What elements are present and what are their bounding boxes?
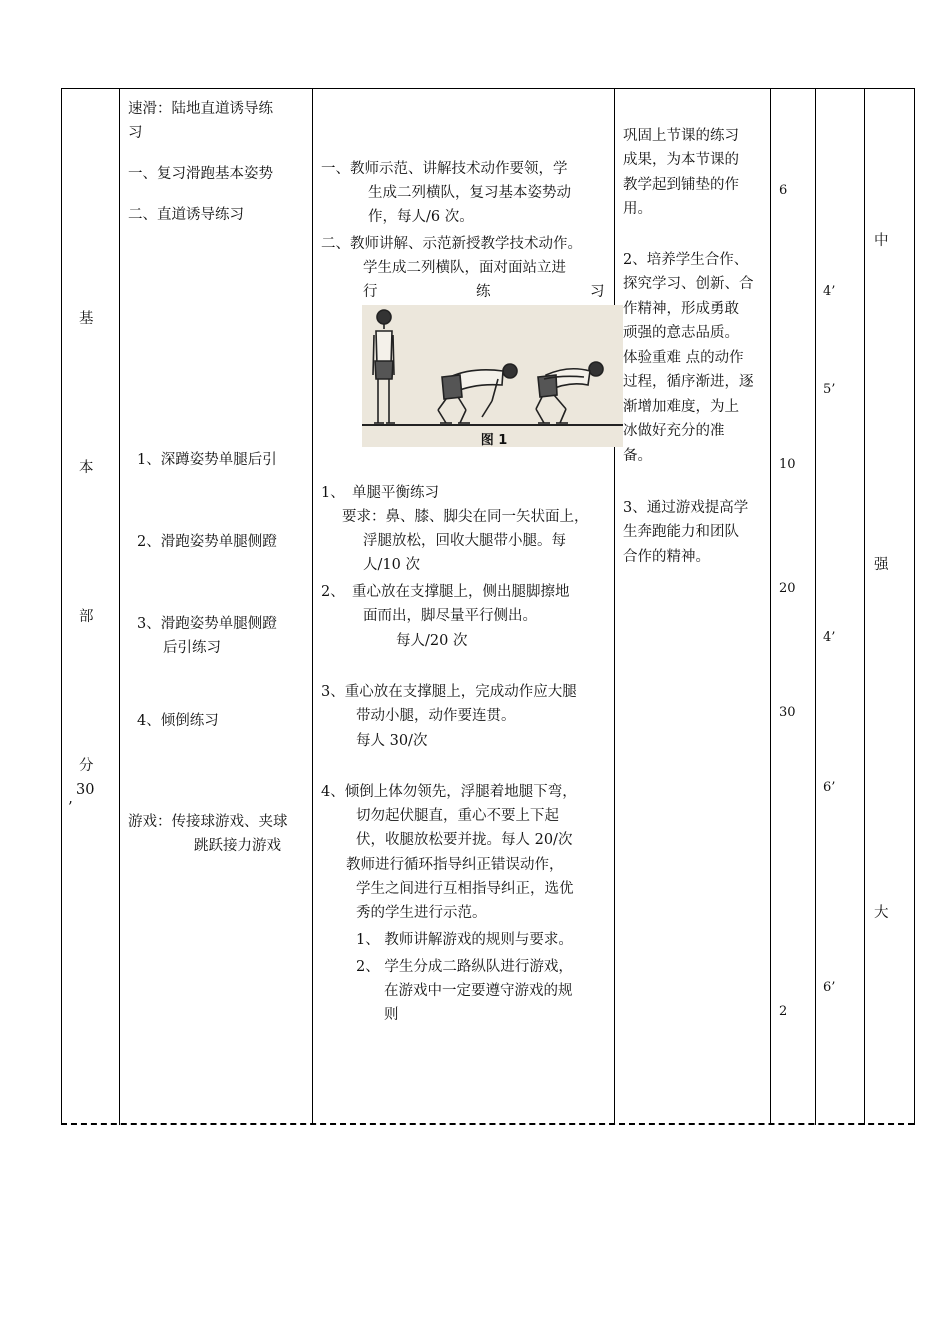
- count-value: 10: [779, 457, 796, 472]
- method-text: 要求：鼻、膝、脚尖在同一矢状面上，: [342, 509, 589, 525]
- method-text: 二、教师讲解、示范新授教学技术动作。: [321, 236, 582, 252]
- content-subitem: 4、倾倒练习: [137, 713, 219, 729]
- method-text: 在游戏中一定要遵守游戏的规: [384, 983, 573, 999]
- section-duration-mark: ’: [68, 800, 73, 816]
- method-text: 学生之间进行互相指导纠正，选优: [356, 881, 574, 897]
- method-text: 则: [384, 1007, 399, 1023]
- column-divider: [770, 89, 771, 1125]
- content-game: 跳跃接力游戏: [194, 838, 281, 854]
- method-text: 1、 教师讲解游戏的规则与要求。: [356, 932, 573, 948]
- column-divider: [119, 89, 120, 1125]
- content-subitem: 2、滑跑姿势单腿侧蹬: [137, 534, 277, 550]
- goal-text: 冰做好充分的准: [623, 423, 725, 439]
- count-value: 6: [779, 183, 788, 198]
- intensity-char: 大: [874, 905, 889, 921]
- section-char: 部: [79, 609, 94, 625]
- method-text: 练: [476, 284, 491, 300]
- method-text: 面而出，脚尽量平行侧出。: [363, 608, 537, 624]
- goal-text: 生奔跑能力和团队: [623, 524, 739, 540]
- goal-text: 2、培养学生合作、: [623, 252, 749, 268]
- content-title: 习: [128, 125, 143, 141]
- method-text: 一、教师示范、讲解技术动作要领，学: [321, 161, 568, 177]
- time-value: 6’: [823, 780, 836, 795]
- content-subitem: 3、滑跑姿势单腿侧蹬: [137, 616, 277, 632]
- page-break-line: [61, 1123, 914, 1125]
- method-text: 4、倾倒上体勿领先，浮腿着地腿下弯，: [321, 784, 577, 800]
- figure-caption: 图 1: [480, 433, 508, 447]
- content-subitem: 后引练习: [163, 640, 221, 656]
- content-item: 一、复习滑跑基本姿势: [128, 166, 273, 182]
- method-text: 秀的学生进行示范。: [356, 905, 487, 921]
- section-duration: 30: [76, 782, 95, 798]
- count-value: 30: [779, 705, 796, 720]
- method-text: 学生成二列横队，面对面站立进: [363, 260, 566, 276]
- method-text: 伏，收腿放松要并拢。每人 20/次: [356, 832, 573, 848]
- time-value: 4’: [823, 284, 836, 299]
- goal-text: 体验重难 点的动作: [623, 350, 744, 366]
- method-text: 2、 学生分成二路纵队进行游戏，: [356, 959, 573, 975]
- goal-text: 过程，循序渐进，逐: [623, 374, 754, 390]
- time-value: 4’: [823, 630, 836, 645]
- method-text: 1、 单腿平衡练习: [321, 485, 439, 501]
- method-text: 每人/20 次: [396, 633, 468, 649]
- time-value: 6’: [823, 980, 836, 995]
- column-divider: [312, 89, 313, 1125]
- intensity-char: 中: [874, 233, 889, 249]
- method-text: 浮腿放松，回收大腿带小腿。每: [363, 533, 566, 549]
- method-text: 带动小腿，动作要连贯。: [356, 708, 516, 724]
- goal-text: 探究学习、创新、合: [623, 276, 754, 292]
- goal-text: 作精神，形成勇敢: [623, 301, 739, 317]
- method-text: 习: [590, 284, 605, 300]
- time-value: 5’: [823, 382, 836, 397]
- method-text: 3、重心放在支撑腿上，完成动作应大腿: [321, 684, 577, 700]
- method-text: 2、 重心放在支撑腿上，侧出腿脚擦地: [321, 584, 570, 600]
- method-text: 行: [363, 284, 378, 300]
- figure-1: [362, 305, 623, 447]
- skating-posture-illustration: [362, 305, 623, 447]
- column-divider: [614, 89, 615, 1125]
- goal-text: 巩固上节课的练习: [623, 128, 739, 144]
- column-divider: [815, 89, 816, 1125]
- section-char: 基: [79, 311, 94, 327]
- method-text: 生成二列横队，复习基本姿势动: [368, 185, 571, 201]
- goal-text: 3、通过游戏提高学: [623, 500, 749, 516]
- goal-text: 备。: [623, 448, 652, 464]
- method-text: 教师进行循环指导纠正错误动作，: [346, 857, 564, 873]
- content-item: 二、直道诱导练习: [128, 207, 244, 223]
- section-char: 本: [79, 460, 94, 476]
- goal-text: 教学起到铺垫的作: [623, 177, 739, 193]
- goal-text: 合作的精神。: [623, 549, 710, 565]
- goal-text: 顽强的意志品质。: [623, 325, 739, 341]
- content-subitem: 1、深蹲姿势单腿后引: [137, 452, 277, 468]
- goal-text: 成果，为本节课的: [623, 152, 739, 168]
- method-text: 作，每人/6 次。: [368, 209, 474, 225]
- count-value: 20: [779, 581, 796, 596]
- content-game: 游戏：传接球游戏、夹球: [128, 814, 288, 830]
- column-divider: [864, 89, 865, 1125]
- count-value: 2: [779, 1004, 788, 1019]
- method-text: 切勿起伏腿直，重心不要上下起: [356, 808, 559, 824]
- method-text: 每人 30/次: [356, 733, 428, 749]
- goal-text: 渐增加难度，为上: [623, 399, 739, 415]
- section-char: 分: [79, 758, 94, 774]
- method-text: 人/10 次: [363, 557, 420, 573]
- intensity-char: 强: [874, 557, 889, 573]
- content-title: 速滑：陆地直道诱导练: [128, 101, 273, 117]
- goal-text: 用。: [623, 201, 652, 217]
